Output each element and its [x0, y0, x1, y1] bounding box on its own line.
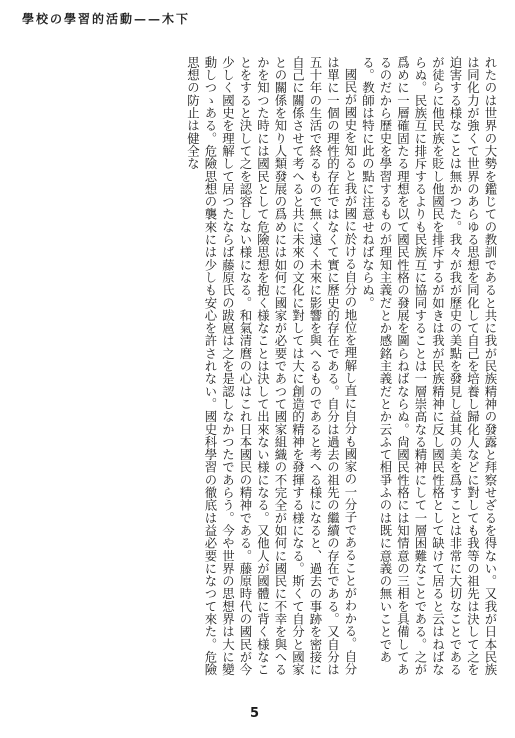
page-number: 5 — [250, 706, 260, 721]
running-head: 學校の學習的活動——木下 — [22, 12, 191, 26]
body-text — [14, 56, 499, 676]
paragraph-2: 國民が國史を知ると我が國に於ける自分の地位を理解し直に自分も國家の一分子であることがわかる。自分は單に一個の理性的存在ではなくて實に歷史的存在である。自分は過去の祖先の繼續の存在である。又自分は五十年の生活で終るもので無く遠く未來に影響を與へるものであると考へる様になると、過去の事跡を密接に自己に關係させて考へると共に未來の文化に對しては大に創造的精神を發揮する様になる。斯くて自分と國家との關係を知り人類發展の爲めには如何に國家が必要であつて國家組織の不完全が如何に國民に不幸を與へるかを知つた時には國民として危險思想を抱く様なことは決して出來ない様になる。又他人が國體に背く様なことをすると決して之を認容しない様になる。和氣清麿の心はこれ日本國民の精神である。藤原時代の國民が今少しく國史を理解して居つたならば藤原氏の跋扈は之を是認しなかつたであらう。今や世界の思想界は大に變動しつゝある。危險思想の襲來には少しも安心を許されない。國史科學習の徹底は益必要になつて來た。危險思想の防止は健全な — [185, 56, 358, 676]
paragraph-1: れたのは世界の大勢を鑑じての教訓であると共に我が民族精神の發露と拜察せざるを得ない。又我が日本民族は同化力が強くて世界のあらゆる思想を同化して自己を培養し歸化人などに對しても我等の祖先は決して之を迫害する様なことは無かつた。我々が我が歷史の美點を發見し益其の美を爲すことは非常に大切なことであるが徒らに他民族を貶し他國民を排斥するが如きは我が民族精神に反し國民性格として缺けて居ると云はねばならぬ。民族互に排斥するよりも民族互に協同することは一層崇高なる精神にして一層困難なことである。之が爲めに一層確固たる理想を以て國民性格の發展を圖らねばならぬ。尙國民性格には知情意の三相を具備してあるのだから歷史を學習するものが理知主義だとか感銘主義だとか云ふて相爭ふのは既に意義の無いことである。教師は特に此の點に注意せねばならぬ。 — [360, 56, 498, 676]
